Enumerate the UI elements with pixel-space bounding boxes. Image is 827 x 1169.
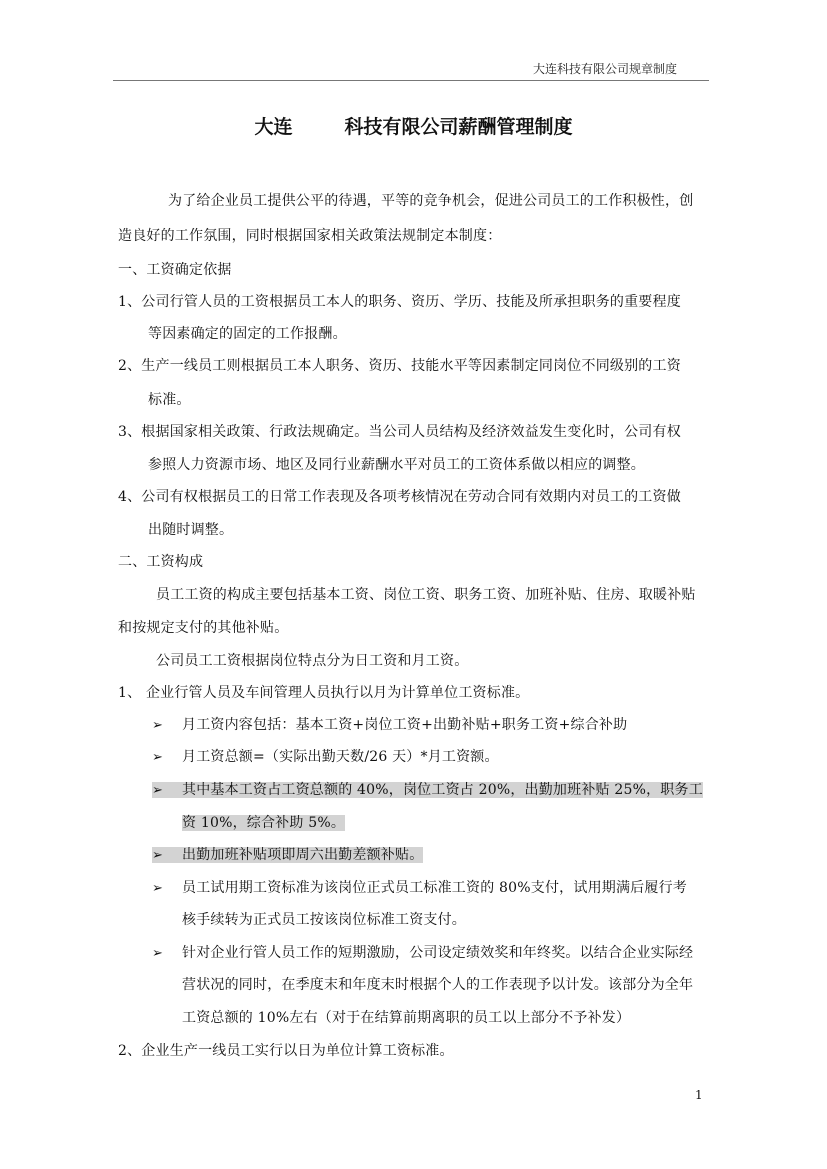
s1-item2-line1: 2、生产一线员工则根据员工本人职务、资历、技能水平等因素制定同岗位不同级别的工资 bbox=[118, 358, 681, 374]
s1-item1-line2: 等因素确定的固定的工作报酬。 bbox=[148, 326, 347, 342]
arrow-bullet-icon: ➢ bbox=[152, 783, 164, 798]
bullet-5-text-line2: 核手续转为正式员工按该岗位标准工资支付。 bbox=[182, 912, 466, 928]
arrow-bullet-icon: ➢ bbox=[152, 881, 164, 896]
bullet-4-highlight bbox=[152, 847, 423, 863]
s1-item4-line1: 4、公司有权根据员工的日常工作表现及各项考核情况在劳动合同有效期内对员工的工资做 bbox=[118, 489, 681, 505]
s2-para1-line1: 员工工资的构成主要包括基本工资、岗位工资、职务工资、加班补贴、住房、取暖补贴 bbox=[156, 587, 696, 603]
bullet-1-text: 月工资内容包括：基本工资+岗位工资+出勤补贴+职务工资+综合补助 bbox=[182, 717, 628, 733]
title-right: 科技有限公司薪酬管理制度 bbox=[344, 116, 573, 138]
page-number: 1 bbox=[695, 1088, 703, 1102]
s1-item3-line1: 3、根据国家相关政策、行政法规确定。当公司人员结构及经济效益发生变化时，公司有权 bbox=[118, 424, 681, 440]
s2-rule1: 1、 企业行管人员及车间管理人员执行以月为计算单位工资标准。 bbox=[118, 685, 530, 701]
intro-line-1: 为了给企业员工提供公平的待遇，平等的竞争机会，促进公司员工的工作积极性，创 bbox=[168, 193, 694, 209]
s2-para1-line2: 和按规定支付的其他补贴。 bbox=[118, 620, 289, 636]
bullet-3-highlight-line1 bbox=[152, 782, 703, 798]
intro-line-2: 造良好的工作氛围，同时根据国家相关政策法规制定本制度： bbox=[118, 228, 502, 244]
bullet-6 bbox=[152, 943, 712, 964]
section1-heading: 一、工资确定依据 bbox=[118, 262, 232, 278]
bullet-3 bbox=[152, 780, 712, 801]
title-left: 大连 bbox=[254, 116, 293, 138]
arrow-bullet-icon: ➢ bbox=[152, 718, 164, 733]
document-title bbox=[0, 112, 827, 139]
header-text: 大连科技有限公司规章制度 bbox=[532, 62, 677, 76]
arrow-bullet-icon: ➢ bbox=[152, 848, 164, 863]
bullet-3-text-line1: 其中基本工资占工资总额的 40%，岗位工资占 20%，出勤加班补贴 25%，职务工 bbox=[182, 782, 703, 798]
arrow-bullet-icon: ➢ bbox=[152, 946, 164, 961]
bullet-6-text-line2: 营状况的同时，在季度末和年度末时根据个人的工作表现予以计发。该部分为全年 bbox=[182, 977, 694, 993]
bullet-1 bbox=[152, 715, 712, 736]
section2-heading: 二、工资构成 bbox=[118, 554, 204, 570]
bullet-6-text-line1: 针对企业行管人员工作的短期激励，公司设定绩效奖和年终奖。以结合企业实际经 bbox=[182, 945, 694, 961]
arrow-bullet-icon: ➢ bbox=[152, 750, 164, 765]
bullet-5 bbox=[152, 878, 712, 899]
bullet-3-cont bbox=[182, 813, 712, 833]
s1-item1-line1: 1、公司行管人员的工资根据员工本人的职务、资历、学历、技能及所承担职务的重要程度 bbox=[118, 294, 681, 310]
s1-item4-line2: 出随时调整。 bbox=[148, 522, 234, 538]
header-rule bbox=[113, 80, 709, 81]
bullet-4-text: 出勤加班补贴项即周六出勤差额补贴。 bbox=[182, 847, 424, 863]
bullet-5-text-line1: 员工试用期工资标准为该岗位正式员工标准工资的 80%支付，试用期满后履行考 bbox=[182, 880, 687, 896]
bullet-2-text: 月工资总额=（实际出勤天数/26 天）*月工资额。 bbox=[182, 749, 499, 765]
s1-item3-line2: 参照人力资源市场、地区及同行业薪酬水平对员工的工资体系做以相应的调整。 bbox=[148, 457, 645, 473]
bullet-2 bbox=[152, 747, 712, 768]
s2-para2: 公司员工工资根据岗位特点分为日工资和月工资。 bbox=[156, 653, 469, 669]
bullet-6-text-line3: 工资总额的 10%左右（对于在结算前期离职的员工以上部分不予补发） bbox=[182, 1010, 631, 1026]
bullet-4 bbox=[152, 845, 712, 866]
s2-rule2: 2、企业生产一线员工实行以日为单位计算工资标准。 bbox=[118, 1043, 454, 1059]
bullet-3-text-line2: 资 10%，综合补助 5%。 bbox=[182, 815, 346, 831]
s1-item2-line2: 标准。 bbox=[148, 392, 191, 408]
